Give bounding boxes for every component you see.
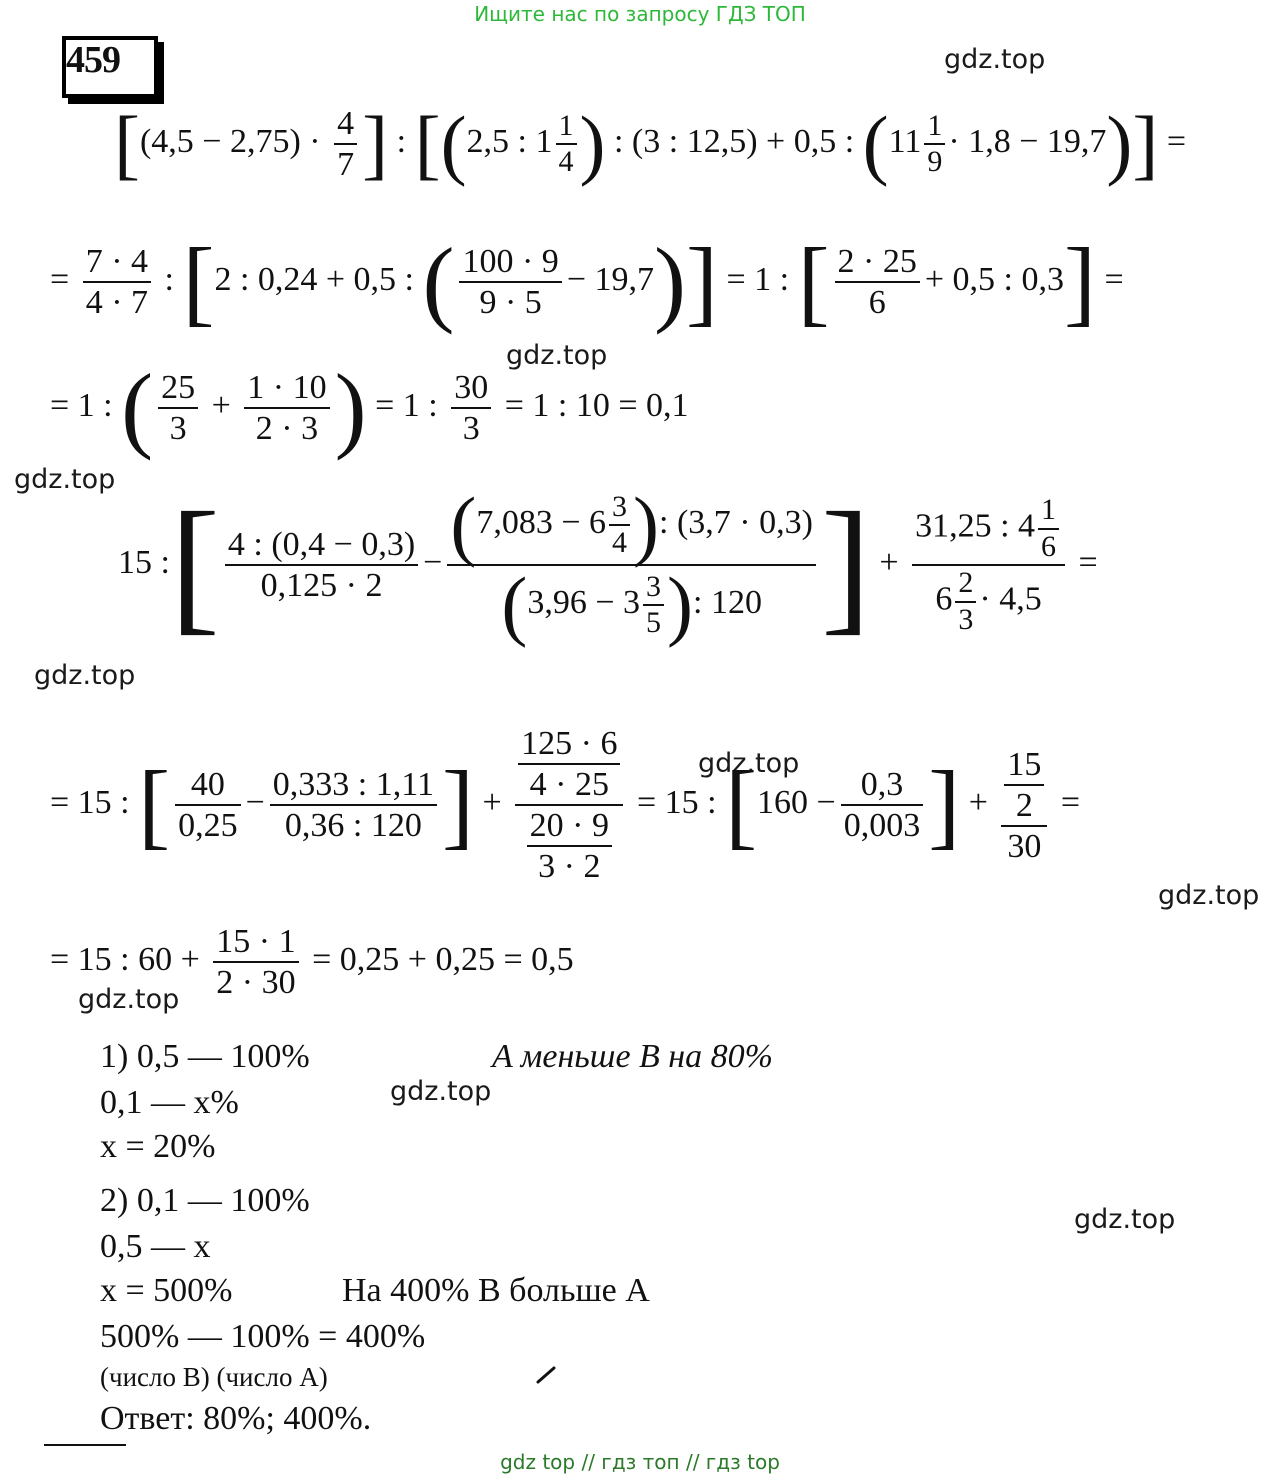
watermark: gdz.top [944, 44, 1046, 75]
problem-number: 459 [66, 39, 120, 81]
equation-line-3: = 1 : ( $\frac{25}{3}$ + $\frac{1 \cdot 10}{2 \cdot 3}$ ) = 1 : $\frac{30}{3}$ = 1 : 10 = 0,1 [50, 354, 689, 461]
fraction: $\frac{0,3}{0,003}$ [841, 765, 924, 845]
compound-fraction: $\frac{\frac{15}{2}}{30}$ [1001, 745, 1047, 866]
watermark: gdz.top [34, 660, 136, 691]
watermark: gdz.top [78, 984, 180, 1015]
fraction: $\frac{0,333 : 1,11}{0,36 : 120}$ [270, 765, 437, 845]
pen-stroke-icon [536, 1362, 558, 1384]
fraction: $\frac{7 \cdot 4}{4 \cdot 7}$ [83, 242, 151, 322]
step-6-note: На 400% B больше A [342, 1272, 650, 1309]
divider [44, 1444, 126, 1446]
fraction: $\frac{100 \cdot 9}{9 \cdot 5}$ [459, 242, 561, 322]
step-1: 1) 0,5 — 100% [100, 1038, 310, 1075]
fraction: $\frac{30}{3}$ [451, 368, 491, 448]
bracket-open: [ [114, 100, 140, 188]
answer: Ответ: 80%; 400%. [100, 1400, 372, 1437]
equation-line-5: = 15 : [ $\frac{40}{0,25}$ − $\frac{0,333 : 1,11}{0,36 : 120}$ ] + $\frac{\frac{125 \cdot 6}{4 \cdot 25}}{\frac{20 \cdot 9}{3 \cdot 2}}$ = 15 : [160 − $\frac{0,3}{0,003}$ ] + $\frac{\frac{15}{2}}{30}$ = [50, 725, 1081, 886]
fraction: 31,25 : 4 $\frac{1}{6}$ 6 $\frac{2}{3}$ · 4,5 [912, 493, 1065, 637]
equation-line-1: [(4,5 − 2,75) · $\frac{4}{7}$ ] : [(2,5 : 1 $\frac{1}{4}$ ) : (3 : 12,5) + 0,5 : (11 $\frac{1}{9}$ · 1,8 − 19,7)] = [114, 100, 1187, 188]
fraction: $\frac{1 \cdot 10}{2 \cdot 3}$ [244, 368, 329, 448]
watermark: gdz.top [1158, 880, 1260, 911]
fraction: $\frac{25}{3}$ [158, 368, 198, 448]
step-6: x = 500% [100, 1272, 233, 1309]
fraction: $\frac{2 \cdot 25}{6}$ [835, 242, 920, 322]
step-3: x = 20% [100, 1128, 216, 1165]
step-4: 2) 0,1 — 100% [100, 1182, 310, 1219]
equation-line-6: = 15 : 60 + $\frac{15 \cdot 1}{2 \cdot 30}$ = 0,25 + 0,25 = 0,5 [50, 923, 574, 1002]
step-1-note: A меньше B на 80% [492, 1038, 773, 1075]
bottom-footer: gdz top // гдз топ // гдз top [500, 1450, 780, 1474]
compound-fraction: $\frac{\frac{125 \cdot 6}{4 \cdot 25}}{\frac{20 \cdot 9}{3 \cdot 2}}$ [515, 724, 623, 886]
watermark: gdz.top [14, 464, 116, 495]
step-2: 0,1 — x% [100, 1084, 239, 1121]
fraction: $\frac{40}{0,25}$ [175, 765, 241, 845]
equation-line-2: = $\frac{7 \cdot 4}{4 \cdot 7}$ : [2 : 0,24 + 0,5 : ( $\frac{100 \cdot 9}{9 \cdot 5}$ − 19,7)] = 1 : [ $\frac{2 \cdot 25}{6}$ + 0,5 : 0,3] = [50, 228, 1124, 335]
fraction: $\frac{4 : (0,4 - 0,3)}{0,125 \cdot 2}$ [225, 525, 418, 605]
expr: : [396, 122, 407, 160]
fraction: (7,083 − 6 $\frac{3}{4}$ ): (3,7 · 0,3) (3,96 − 3 $\frac{3}{5}$ ): 120 [447, 486, 816, 644]
step-8: (число B) (число A) [100, 1362, 328, 1392]
expr: (4,5 − 2,75) · [139, 122, 321, 160]
watermark: gdz.top [698, 748, 800, 779]
fraction: $\frac{15 \cdot 1}{2 \cdot 30}$ [213, 922, 298, 1002]
top-banner: Ищите нас по запросу ГДЗ ТОП [474, 2, 806, 26]
watermark: gdz.top [1074, 1204, 1176, 1235]
fraction: $\frac{4}{7}$ [334, 104, 357, 184]
equation-line-4: 15 :[ $\frac{4 : (0,4 - 0,3)}{0,125 \cdot 2}$ − (7,083 − 6 $\frac{3}{4}$ ): (3,7 · 0,3) (3,96 − 3 $\frac{3}{5}$ ): 120 ] + 31,25 : 4 $\frac{1}{6}$ 6 $\frac{2}{3}$ · 4,5 = [118, 481, 1098, 648]
watermark: gdz.top [506, 340, 608, 371]
watermark: gdz.top [390, 1076, 492, 1107]
step-7: 500% — 100% = 400% [100, 1318, 426, 1355]
step-5: 0,5 — x [100, 1228, 211, 1265]
